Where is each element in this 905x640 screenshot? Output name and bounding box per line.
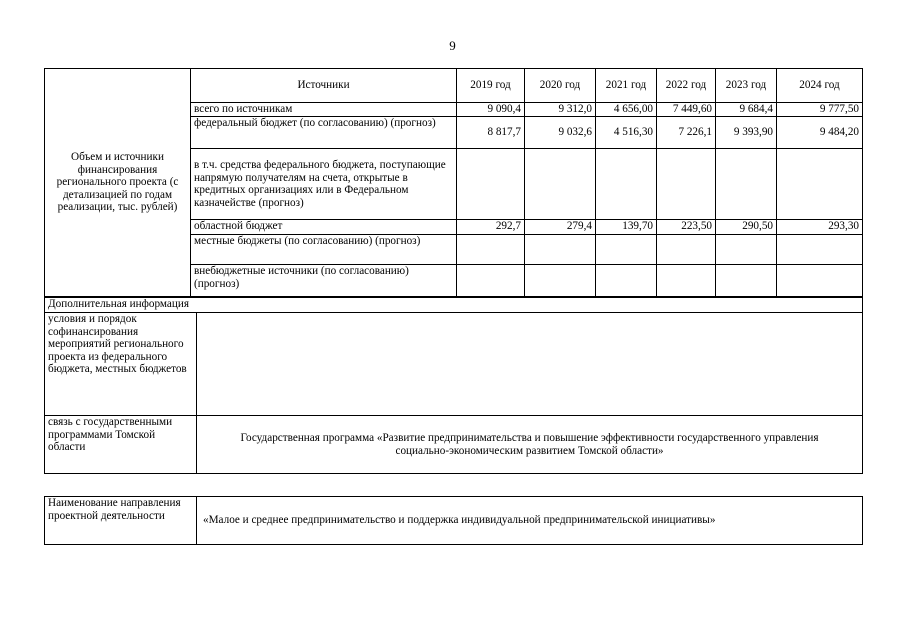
financing-row-label: Объем и источники финансирования регионального проекта (с детализацией по годам реализации, тыс. рублей) (45, 69, 191, 297)
additional-info-title: Дополнительная информация (45, 298, 863, 313)
value-cell (596, 265, 657, 297)
header-year: 2022 год (657, 69, 716, 103)
value-cell: 4 656,00 (596, 103, 657, 117)
header-sources: Источники (191, 69, 457, 103)
value-cell (657, 265, 716, 297)
value-cell (777, 149, 863, 220)
value-cell: 9 312,0 (525, 103, 596, 117)
table-row (45, 497, 863, 545)
value-cell (525, 235, 596, 265)
value-cell (716, 265, 777, 297)
financing-table (44, 68, 863, 297)
value-cell (525, 265, 596, 297)
value-cell: 9 484,20 (777, 117, 863, 149)
value-cell: 9 393,90 (716, 117, 777, 149)
program-link-value: Государственная программа «Развитие предпринимательства и повышение эффективности государственного управления социально-экономическим развитием Томской области» (197, 416, 863, 474)
value-cell (716, 149, 777, 220)
page-number: 9 (449, 38, 456, 53)
value-cell: 292,7 (457, 220, 525, 235)
source-label: в т.ч. средства федерального бюджета, поступающие напрямую получателям на счета, открытые в кредитных организациях или в Федеральном казначействе (прогноз) (191, 149, 457, 220)
value-cell (457, 265, 525, 297)
value-cell (596, 149, 657, 220)
value-cell: 4 516,30 (596, 117, 657, 149)
additional-info-table (44, 297, 863, 474)
value-cell (596, 235, 657, 265)
cofinancing-label: условия и порядок софинансирования мероприятий регионального проекта из федерального бюджета, местных бюджетов (45, 313, 197, 416)
value-cell: 293,30 (777, 220, 863, 235)
header-year: 2019 год (457, 69, 525, 103)
header-year: 2021 год (596, 69, 657, 103)
table-row (45, 416, 863, 474)
value-cell: 290,50 (716, 220, 777, 235)
value-cell: 8 817,7 (457, 117, 525, 149)
value-cell: 9 090,4 (457, 103, 525, 117)
value-cell (777, 235, 863, 265)
value-cell (457, 149, 525, 220)
value-cell (716, 235, 777, 265)
value-cell: 7 449,60 (657, 103, 716, 117)
direction-label: Наименование направления проектной деятельности (45, 497, 197, 545)
value-cell: 9 777,50 (777, 103, 863, 117)
value-cell (657, 149, 716, 220)
value-cell (777, 265, 863, 297)
value-cell (657, 235, 716, 265)
value-cell (525, 149, 596, 220)
value-cell: 7 226,1 (657, 117, 716, 149)
header-year: 2024 год (777, 69, 863, 103)
source-label: федеральный бюджет (по согласованию) (прогноз) (191, 117, 457, 149)
value-cell: 9 032,6 (525, 117, 596, 149)
program-link-label: связь с государственными программами Томской области (45, 416, 197, 474)
cofinancing-value (197, 313, 863, 416)
source-label: всего по источникам (191, 103, 457, 117)
value-cell: 139,70 (596, 220, 657, 235)
value-cell (457, 235, 525, 265)
direction-value: «Малое и среднее предпринимательство и поддержка индивидуальной предпринимательской инициативы» (197, 497, 863, 545)
header-year: 2023 год (716, 69, 777, 103)
source-label: местные бюджеты (по согласованию) (прогноз) (191, 235, 457, 265)
value-cell: 9 684,4 (716, 103, 777, 117)
table-row (45, 313, 863, 416)
direction-table (44, 496, 863, 545)
source-label: областной бюджет (191, 220, 457, 235)
value-cell: 279,4 (525, 220, 596, 235)
value-cell: 223,50 (657, 220, 716, 235)
header-year: 2020 год (525, 69, 596, 103)
source-label: внебюджетные источники (по согласованию) (прогноз) (191, 265, 457, 297)
